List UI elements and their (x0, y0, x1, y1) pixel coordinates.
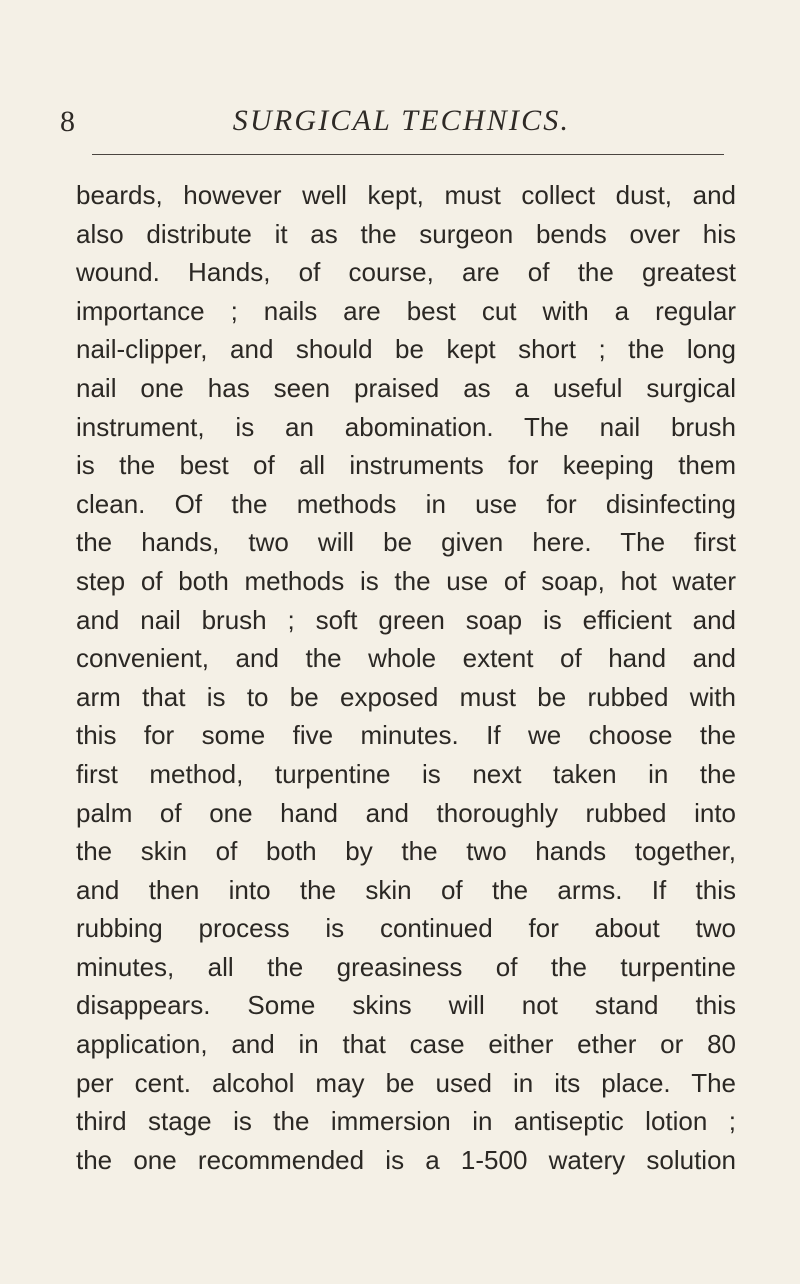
text-line: instrument, is an abomination. The nail brush (76, 411, 736, 442)
text-line: arm that is to be exposed must be rubbed with (76, 681, 736, 712)
text-line: and nail brush ; soft green soap is efficient and (76, 604, 736, 635)
text-line: palm of one hand and thoroughly rubbed into (76, 797, 736, 828)
text-line: nail-clipper, and should be kept short ; the long (76, 334, 736, 365)
text-line: the hands, two will be given here. The first (76, 527, 736, 558)
text-line: is the best of all instruments for keeping them (76, 450, 736, 481)
text-line: also distribute it as the surgeon bends over his (76, 218, 736, 249)
text-line: third stage is the immersion in antiseptic lotion ; (76, 1106, 736, 1137)
text-line: disappears. Some skins will not stand this (76, 990, 736, 1021)
text-line: step of both methods is the use of soap, hot water (76, 565, 736, 596)
text-line: nail one has seen praised as a useful surgical (76, 372, 736, 403)
text-line: beards, however well kept, must collect dust, and (76, 180, 736, 210)
running-head (60, 102, 735, 142)
text-line: minutes, all the greasiness of the turpentine (76, 951, 736, 982)
text-line: the skin of both by the two hands together, (76, 836, 736, 867)
page-number: 8 (60, 105, 75, 138)
text-line: importance ; nails are best cut with a regular (76, 295, 736, 326)
header-rule (92, 154, 724, 155)
text-line: application, and in that case either ether or 80 (76, 1029, 736, 1060)
running-title: SURGICAL TECHNICS. (232, 104, 571, 137)
text-line: convenient, and the whole extent of hand and (76, 643, 736, 674)
text-line: wound. Hands, of course, are of the greatest (76, 257, 736, 288)
text-line: the one recommended is a 1-500 watery solution (76, 1144, 736, 1175)
text-line: rubbing process is continued for about two (76, 913, 736, 944)
body-text (76, 176, 736, 1179)
text-line: this for some five minutes. If we choose the (76, 720, 736, 751)
text-line: clean. Of the methods in use for disinfecting (76, 488, 736, 519)
text-line: first method, turpentine is next taken in the (76, 758, 736, 789)
text-line: and then into the skin of the arms. If this (76, 874, 736, 905)
text-line: per cent. alcohol may be used in its place. The (76, 1067, 736, 1098)
